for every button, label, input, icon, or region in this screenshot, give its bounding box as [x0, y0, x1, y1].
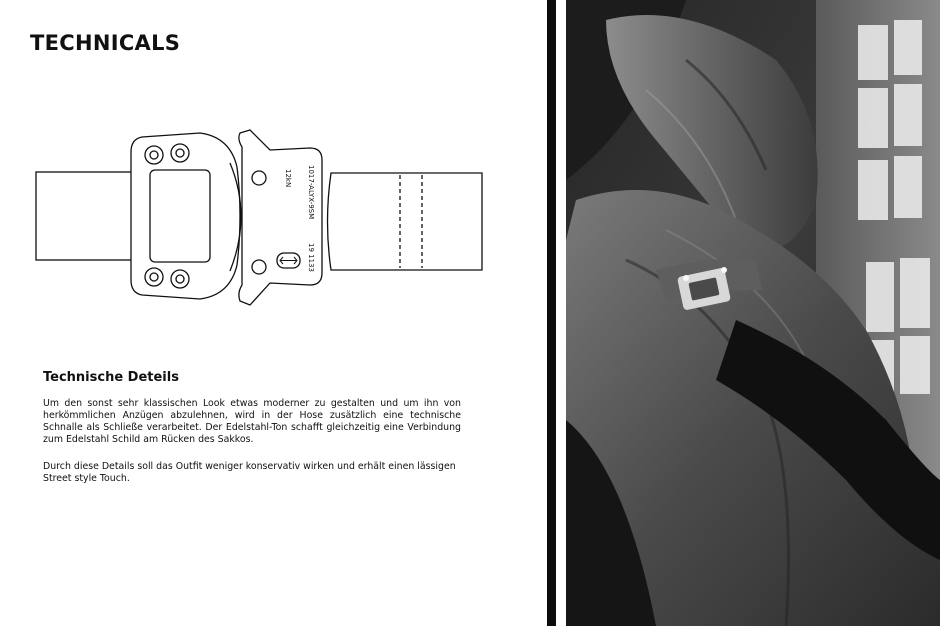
engraving-serial: 19 1133 [307, 243, 315, 272]
buckle-window [150, 170, 210, 262]
page-gutter-white [556, 0, 566, 626]
page-gutter [547, 0, 556, 626]
right-strap [328, 173, 483, 270]
engraving-load: 12kN [284, 169, 292, 188]
buckle-technical-drawing [30, 125, 490, 320]
bw-photo-trousers-buckle [566, 0, 940, 626]
body-paragraph: Durch diese Details soll das Outfit weniger konservativ wirken und erhält einen lässigen Street style Touch. [43, 461, 456, 484]
section-heading: Technische Deteils [43, 370, 179, 385]
left-strap [36, 172, 134, 260]
page-title: TECHNICALS [30, 31, 181, 55]
engraving-model: 1017-ALYX-9SM [307, 165, 315, 220]
body-paragraph: Um den sonst sehr klassischen Look etwas moderner zu gestalten und um ihn von herkömmlichen Anzügen abzulehnen, wird in der Hose zusätzlich eine technische Schnalle als Schließe verarbeitet. Der Edelstahl-Ton schafft gleichzeitig eine Verbindung zum Edelstahl Schild am Rücken des Sakkos. [43, 398, 461, 445]
